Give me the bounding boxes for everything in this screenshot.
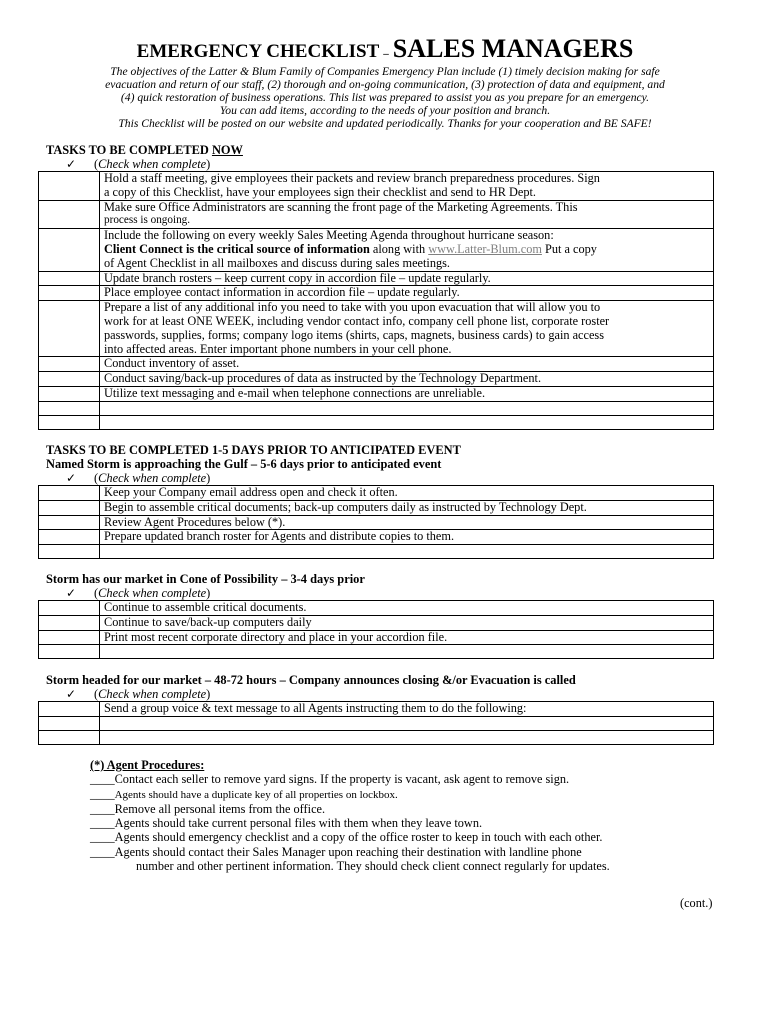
check-box[interactable] [39, 200, 100, 229]
list-item: ____Agents should emergency checklist and a copy of the office roster to keep in touch with each other. [90, 830, 603, 845]
check-box[interactable] [39, 601, 100, 616]
table-row [39, 601, 714, 616]
check-box[interactable] [39, 615, 100, 630]
task-text[interactable] [100, 730, 714, 744]
check-instruction: ✓ (Check when complete) [66, 687, 211, 701]
check-box[interactable] [39, 730, 100, 744]
task-text: Continue to assemble critical documents. [100, 601, 714, 616]
intro-line: This Checklist will be posted on our website and updated periodically. Thanks for your cooperation and BE SAFE! [118, 116, 652, 130]
agent-procedures-heading: (*) Agent Procedures: [90, 758, 205, 772]
list-item: ____Agents should take current personal files with them when they leave town. [90, 816, 483, 831]
intro-line: The objectives of the Latter & Blum Family of Companies Emergency Plan include (1) timely decision making for safe [110, 65, 660, 78]
task-text: Begin to assemble critical documents; back-up computers daily as instructed by Technology Dept. [100, 500, 714, 515]
check-box[interactable] [39, 271, 100, 286]
check-box[interactable] [39, 630, 100, 645]
task-text: Make sure Office Administrators are scanning the front page of the Marketing Agreements. This process is ongoing. [100, 200, 714, 229]
check-box[interactable] [39, 545, 100, 559]
agent-procedures [90, 758, 730, 873]
intro-paragraph [30, 66, 740, 131]
check-box[interactable] [39, 702, 100, 717]
table-row [39, 702, 714, 717]
table-row [39, 730, 714, 744]
table-row [39, 615, 714, 630]
check-box[interactable] [39, 401, 100, 415]
list-item: ____Agents should have a duplicate key of all properties on lockbox. [90, 786, 398, 801]
task-text[interactable] [100, 645, 714, 659]
website-link[interactable]: www.Latter-Blum.com [428, 241, 542, 256]
check-instruction: ✓ (Check when complete) [66, 586, 211, 600]
list-item-continuation: number and other pertinent information. They should check client connect regularly for updates. [136, 859, 610, 874]
document-title [0, 34, 770, 64]
table-row [39, 545, 714, 559]
check-box[interactable] [39, 357, 100, 372]
table-row [39, 301, 714, 357]
title-dash: – [383, 48, 389, 60]
task-text: Prepare updated branch roster for Agents and distribute copies to them. [100, 530, 714, 545]
task-text[interactable] [100, 716, 714, 730]
task-text: Print most recent corporate directory and place in your accordion file. [100, 630, 714, 645]
check-instruction: ✓ (Check when complete) [66, 157, 211, 171]
task-text: Keep your Company email address open and check it often. [100, 486, 714, 501]
list-item: ____Remove all personal items from the office. [90, 801, 326, 816]
task-text[interactable] [100, 545, 714, 559]
task-text: Conduct saving/back-up procedures of data as instructed by the Technology Department. [100, 372, 714, 387]
title-part2: SALES MANAGERS [392, 34, 634, 63]
table-row [39, 172, 714, 201]
task-text: Conduct inventory of asset. [100, 357, 714, 372]
check-instruction: ✓ (Check when complete) [66, 471, 211, 485]
task-text: Include the following on every weekly Sales Meeting Agenda throughout hurricane season: Client Connect is the critical source of information along with www.Latter-Blum.com Put a copy of Agent Checklist in all mailboxes and discuss during sales meetings. [100, 229, 714, 271]
table-row [39, 286, 714, 301]
check-box[interactable] [39, 415, 100, 429]
tasks-now-table [38, 171, 714, 430]
title-part1: EMERGENCY CHECKLIST [136, 41, 380, 62]
tasks-cone-table [38, 600, 714, 659]
task-text[interactable] [100, 401, 714, 415]
table-row [39, 645, 714, 659]
task-text: Hold a staff meeting, give employees their packets and review branch preparedness procedures. Sign a copy of this Checklist, have your employees sign their checklist and send to HR Dept. [100, 172, 714, 201]
check-box[interactable] [39, 530, 100, 545]
check-box[interactable] [39, 286, 100, 301]
section-1-5-days-heading: TASKS TO BE COMPLETED 1-5 DAYS PRIOR TO ANTICIPATED EVENT [46, 443, 461, 457]
task-text: Send a group voice & text message to all Agents instructing them to do the following: [100, 702, 714, 717]
check-box[interactable] [39, 645, 100, 659]
task-text: Review Agent Procedures below (*). [100, 515, 714, 530]
task-text: Place employee contact information in accordion file – update regularly. [100, 286, 714, 301]
table-row [39, 630, 714, 645]
table-row [39, 486, 714, 501]
task-text: Continue to save/back-up computers daily [100, 615, 714, 630]
task-text: Utilize text messaging and e-mail when telephone connections are unreliable. [100, 386, 714, 401]
table-row [39, 200, 714, 229]
checkmark-icon: ✓ [66, 586, 77, 600]
list-item: ____Contact each seller to remove yard signs. If the property is vacant, ask agent to remove sign. [90, 772, 570, 787]
tasks-48-72-hours-table [38, 701, 714, 745]
continued-label: (cont.) [680, 896, 713, 910]
check-box[interactable] [39, 386, 100, 401]
table-row [39, 401, 714, 415]
table-row [39, 716, 714, 730]
section-1-5-days-subheading: Named Storm is approaching the Gulf – 5-6 days prior to anticipated event [46, 457, 442, 471]
task-text: Update branch rosters – keep current copy in accordion file – update regularly. [100, 271, 714, 286]
tasks-1-5-days-table [38, 485, 714, 559]
section-now-heading: TASKS TO BE COMPLETED NOW [46, 143, 243, 157]
checkmark-icon: ✓ [66, 687, 77, 701]
section-48-72-hours-heading: Storm headed for our market – 48-72 hours – Company announces closing &/or Evacuation is called [46, 673, 576, 687]
table-row [39, 357, 714, 372]
intro-line: evacuation and return of our staff, (2) thorough and on-going communication, (3) protection of data and equipment, and [105, 77, 665, 91]
task-text: Prepare a list of any additional info you need to take with you upon evacuation that will allow you to work for at least ONE WEEK, including vendor contact info, company cell phone list, corporate roster passwords, supplies, forms; company logo items (shirts, caps, magnets, business cards) to gain access into affected areas. Enter important phone numbers in your cell phone. [100, 301, 714, 357]
check-box[interactable] [39, 716, 100, 730]
checkmark-icon: ✓ [66, 471, 77, 485]
intro-line: You can add items, according to the needs of your position and branch. [219, 103, 551, 117]
table-row [39, 515, 714, 530]
check-box[interactable] [39, 172, 100, 201]
intro-line: (4) quick restoration of business operations. This list was prepared to assist you as you prepare for an emergency. [120, 90, 650, 104]
check-box[interactable] [39, 500, 100, 515]
task-text[interactable] [100, 415, 714, 429]
check-box[interactable] [39, 372, 100, 387]
check-box[interactable] [39, 515, 100, 530]
table-row [39, 500, 714, 515]
table-row [39, 372, 714, 387]
checkmark-icon: ✓ [66, 157, 77, 171]
check-box[interactable] [39, 301, 100, 357]
check-box[interactable] [39, 486, 100, 501]
list-item: ____Agents should contact their Sales Manager upon reaching their destination with landline phone [90, 844, 582, 859]
table-row [39, 229, 714, 271]
section-cone-heading: Storm has our market in Cone of Possibility – 3-4 days prior [46, 572, 365, 586]
table-row [39, 386, 714, 401]
check-box[interactable] [39, 229, 100, 271]
table-row [39, 530, 714, 545]
table-row [39, 271, 714, 286]
table-row [39, 415, 714, 429]
